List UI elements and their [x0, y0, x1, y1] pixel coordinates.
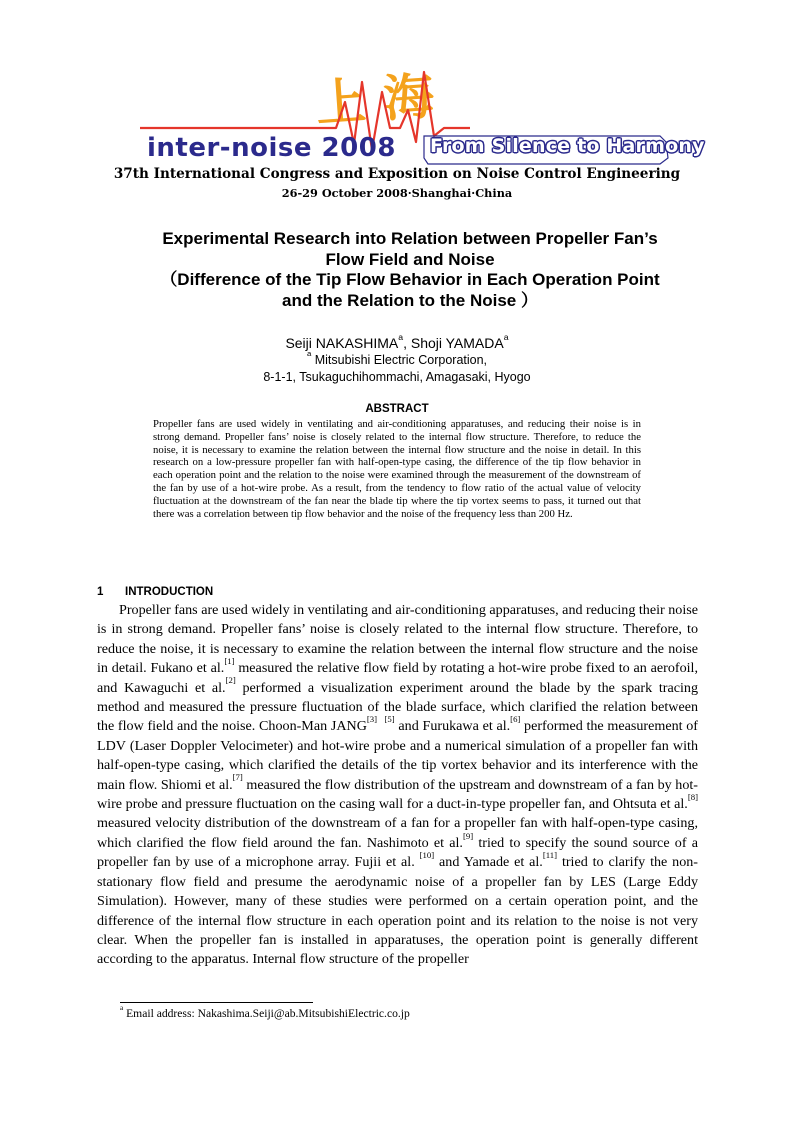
author-name: Seiji NAKASHIMA [285, 335, 399, 351]
congress-dates: 26-29 October 2008·Shanghai·China [281, 186, 513, 200]
affiliation [0, 349, 794, 386]
logo-chinese-characters: 上海 [313, 65, 454, 134]
congress-name: 37th International Congress and Exposition on Noise Control Engineering [113, 166, 681, 182]
logo-slogan: From Silence to Harmony [430, 135, 705, 157]
citation: [9] [462, 830, 474, 841]
citation: [5] [384, 714, 395, 725]
citation: [11] [542, 850, 558, 861]
affiliation-organization: Mitsubishi Electric Corporation, [311, 353, 488, 367]
body-text-run: measured velocity distribution of the downstream of a fan for a propeller fan with half-open-type casing, which clarified the flow field around the fan. Nashimoto et al. [97, 815, 698, 851]
body-text-run: performed a visualization experiment around the blade by the spark tracing method and measured the pressure fluctuation of the blade surface, which clarified the relation between the flow field and the noise. Choon-Man JANG [97, 679, 699, 735]
body-text-run: Propeller fans are used widely in ventilating and air-conditioning apparatuses, and reducing their noise is in strong demand. Propeller fans’ noise is closely related to the internal flow structure. Therefore, to reduce the noise, it is necessary to examine the relation between the internal flow structure and the noise in detail. Fukano et al. [97, 602, 698, 677]
affiliation-address: 8-1-1, Tsukaguchihommachi, Amagasaki, Hyogo [263, 370, 531, 384]
citation: [1] [224, 656, 235, 667]
body-text-run: and Furukawa et al. [394, 718, 511, 735]
author-separator: , [403, 335, 411, 351]
footnote [120, 1004, 410, 1020]
title-line: Experimental Research into Relation between Propeller Fan’s [162, 229, 658, 248]
abstract-text: Propeller fans are used widely in ventilating and air-conditioning apparatuses, and reducing their noise is in strong demand. Propeller fans’ noise is closely related to the internal flow structure. Therefore, to reduce the noise, it is necessary to examine the relation between the internal flow structure and the noise in detail. In this research on a low-pressure propeller fan with half-open-type casing, the difference of the tip flow behavior in each operation point and the relation to the noise were examined through the measurement of the downstream of the fan by use of a hot-wire probe. As a result, from the tendency to flow ratio of the actual value of velocity fluctuation at the downstream of the fan near the blade tip where the tip vortex seems to pass, it turned out that there was a correlation between tip flow behavior and the noise of the frequency less than 200 Hz. [153, 418, 641, 520]
introduction-paragraph [97, 601, 698, 970]
footnote-divider [120, 1002, 313, 1003]
body-text-run: tried to specify the sound source of a propeller fan by use of a microphone array. Fujii et al. [97, 834, 698, 871]
section-heading-introduction [97, 586, 213, 598]
section-title: INTRODUCTION [125, 586, 214, 598]
body-text-run: tried to clarify the non-stationary flow field and presume the aerodynamic noise of a propeller fan by LES (Large Eddy Simulation). However, many of these studies were performed on a certain operation point, and the difference of the internal flow structure in each operation point and its relation to the noise is not very clear. When the propeller fan is installed in apparatuses, the operation point is generally different according to the apparatus. Internal flow structure of the propeller [97, 854, 699, 968]
citation: [7] [232, 772, 243, 783]
abstract-heading: ABSTRACT [365, 403, 429, 415]
citation: [2] [225, 675, 236, 686]
author-affiliation-mark: a [398, 331, 404, 342]
logo-wordmark: inter-noise 2008 [147, 133, 396, 163]
title-line: Flow Field and Noise [325, 249, 495, 269]
paper-title [100, 229, 720, 311]
body-text-run: measured the flow distribution of the upstream and downstream of a fan by hot-wire probe and pressure fluctuation on the casing wall for a duct-in-type propeller fan, and Ohtsuta et al. [97, 776, 698, 813]
citation: [10] [419, 850, 435, 861]
body-text-run: and Yamade et al. [434, 854, 543, 871]
citation: [3] [366, 714, 378, 725]
citation: [6] [510, 714, 521, 725]
footnote-email: Email address: Nakashima.Seiji@ab.MitsubishiElectric.co.jp [123, 1007, 410, 1020]
body-text-run: measured the relative flow field by rotating a hot-wire probe fixed to an aerofoil, and Kawaguchi et al. [97, 660, 698, 696]
title-line: and the Relation to the Noise ） [282, 290, 538, 310]
body-text-run: performed the measurement of LDV (Laser Doppler Velocimeter) and hot-wire probe and a numerical simulation of a propeller fan with half-open-type casing, which clarified the details of the tip vortex behavior and its interference with the main flow. Shiomi et al. [97, 718, 699, 793]
title-line: （Difference of the Tip Flow Behavior in Each Operation Point [160, 270, 660, 289]
author-name: Shoji YAMADA [410, 335, 504, 351]
author-affiliation-mark: a [503, 331, 509, 342]
footnote-mark: a [120, 1004, 124, 1013]
affiliation-mark: a [306, 349, 312, 359]
author-list [0, 331, 794, 351]
citation: [8] [687, 791, 698, 802]
section-number: 1 [97, 586, 104, 598]
